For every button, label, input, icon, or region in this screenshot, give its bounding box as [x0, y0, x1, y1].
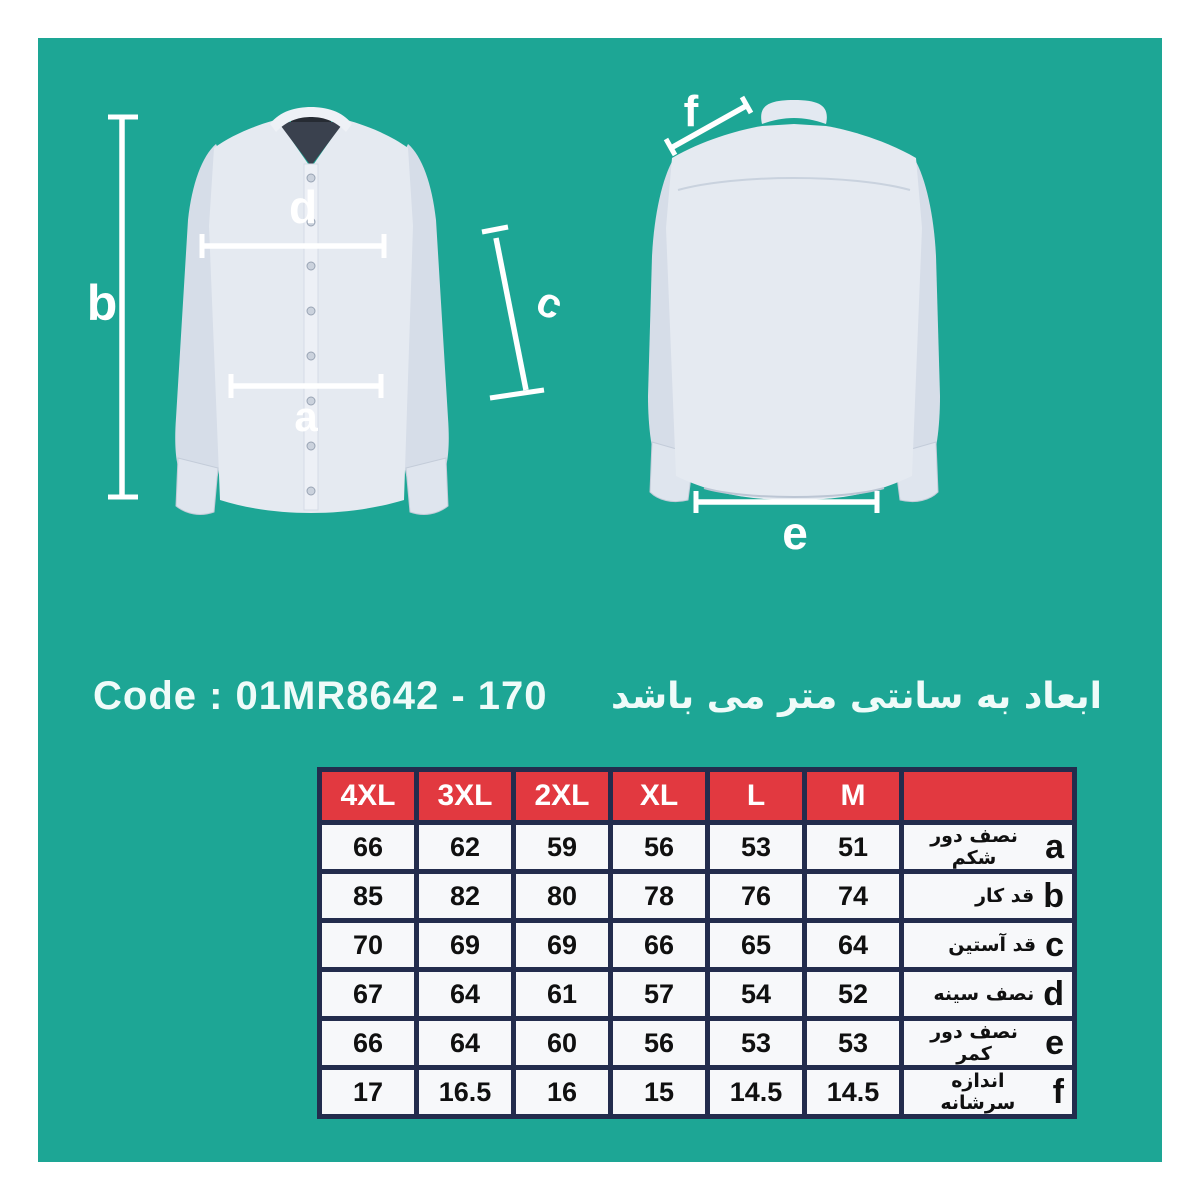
row-label-cell: [902, 872, 1075, 921]
measurement-value-cell: 54: [708, 970, 805, 1019]
row-label-fa: قد آستین: [948, 934, 1037, 956]
row-letter: f: [1052, 1073, 1064, 1111]
label-e: e: [782, 507, 808, 559]
row-label-cell: [902, 921, 1075, 970]
measurement-value-cell: 57: [611, 970, 708, 1019]
measurement-value-cell: 64: [417, 1019, 514, 1068]
label-c: c: [529, 276, 571, 329]
measurement-value-cell: 61: [514, 970, 611, 1019]
table-row: [320, 921, 1075, 970]
measurement-value-cell: 17: [320, 1068, 417, 1117]
row-label-fa: قد کار: [975, 885, 1035, 907]
back-collar: [761, 100, 827, 124]
measurement-value-cell: 53: [708, 1019, 805, 1068]
row-label-fa: نصف دور شکم: [930, 825, 1018, 869]
row-letter: a: [1045, 828, 1064, 866]
measurement-value-cell: 80: [514, 872, 611, 921]
measurement-value-cell: 52: [805, 970, 902, 1019]
measurement-value-cell: 82: [417, 872, 514, 921]
measurement-value-cell: 74: [805, 872, 902, 921]
measurement-value-cell: 65: [708, 921, 805, 970]
label-f: f: [683, 87, 699, 136]
size-column-header: M: [805, 770, 902, 823]
measurement-value-cell: 14.5: [805, 1068, 902, 1117]
row-label-cell: [902, 1068, 1075, 1117]
row-label-cell: [902, 1019, 1075, 1068]
row-label-cell: [902, 823, 1075, 872]
measurement-value-cell: 59: [514, 823, 611, 872]
measurement-value-cell: 69: [514, 921, 611, 970]
row-label-fa: اندازه سرشانه: [940, 1070, 1016, 1114]
table-row: [320, 970, 1075, 1019]
measurement-value-cell: 66: [320, 823, 417, 872]
size-table: [317, 767, 1077, 1119]
size-column-header: L: [708, 770, 805, 823]
measurement-value-cell: 51: [805, 823, 902, 872]
label-d: d: [288, 181, 318, 233]
row-letter: b: [1043, 877, 1064, 915]
table-row: [320, 823, 1075, 872]
row-label-header: [902, 770, 1075, 823]
size-column-header: 2XL: [514, 770, 611, 823]
measurement-value-cell: 15: [611, 1068, 708, 1117]
measurement-value-cell: 56: [611, 1019, 708, 1068]
measurement-value-cell: 70: [320, 921, 417, 970]
measurement-value-cell: 69: [417, 921, 514, 970]
measurement-value-cell: 60: [514, 1019, 611, 1068]
shirt-back-illustration: [648, 100, 940, 502]
measurement-value-cell: 16: [514, 1068, 611, 1117]
measure-b: [87, 117, 138, 497]
row-letter: d: [1043, 975, 1064, 1013]
row-letter: c: [1045, 926, 1064, 964]
product-code: Code : 01MR8642 - 170: [93, 674, 548, 718]
table-row: [320, 1019, 1075, 1068]
measurement-value-cell: 78: [611, 872, 708, 921]
measurement-value-cell: 64: [805, 921, 902, 970]
measurement-value-cell: 56: [611, 823, 708, 872]
measurement-value-cell: 64: [417, 970, 514, 1019]
measurement-value-cell: 53: [708, 823, 805, 872]
table-row: [320, 872, 1075, 921]
measurement-value-cell: 76: [708, 872, 805, 921]
row-label-fa: نصف دور کمر: [930, 1021, 1018, 1065]
measurement-value-cell: 85: [320, 872, 417, 921]
measurement-diagram: [38, 38, 1162, 638]
teal-panel: [38, 38, 1162, 1162]
label-b: b: [86, 275, 118, 331]
measurement-value-cell: 14.5: [708, 1068, 805, 1117]
row-label-cell: [902, 970, 1075, 1019]
measurement-value-cell: 16.5: [417, 1068, 514, 1117]
shirt-front-illustration: [175, 107, 449, 514]
row-letter: e: [1045, 1024, 1064, 1062]
measure-c: [482, 227, 570, 398]
measure-e: [696, 491, 877, 559]
size-column-header: 3XL: [417, 770, 514, 823]
measurement-value-cell: 66: [611, 921, 708, 970]
measurement-value-cell: 66: [320, 1019, 417, 1068]
table-row: [320, 1068, 1075, 1117]
measurement-value-cell: 67: [320, 970, 417, 1019]
row-label-fa: نصف سینه: [933, 983, 1035, 1005]
measurement-value-cell: 62: [417, 823, 514, 872]
size-column-header: XL: [611, 770, 708, 823]
units-note: ابعاد به سانتی متر می باشد: [610, 676, 1102, 717]
size-column-header: 4XL: [320, 770, 417, 823]
label-a: a: [294, 393, 318, 440]
measurement-value-cell: 53: [805, 1019, 902, 1068]
